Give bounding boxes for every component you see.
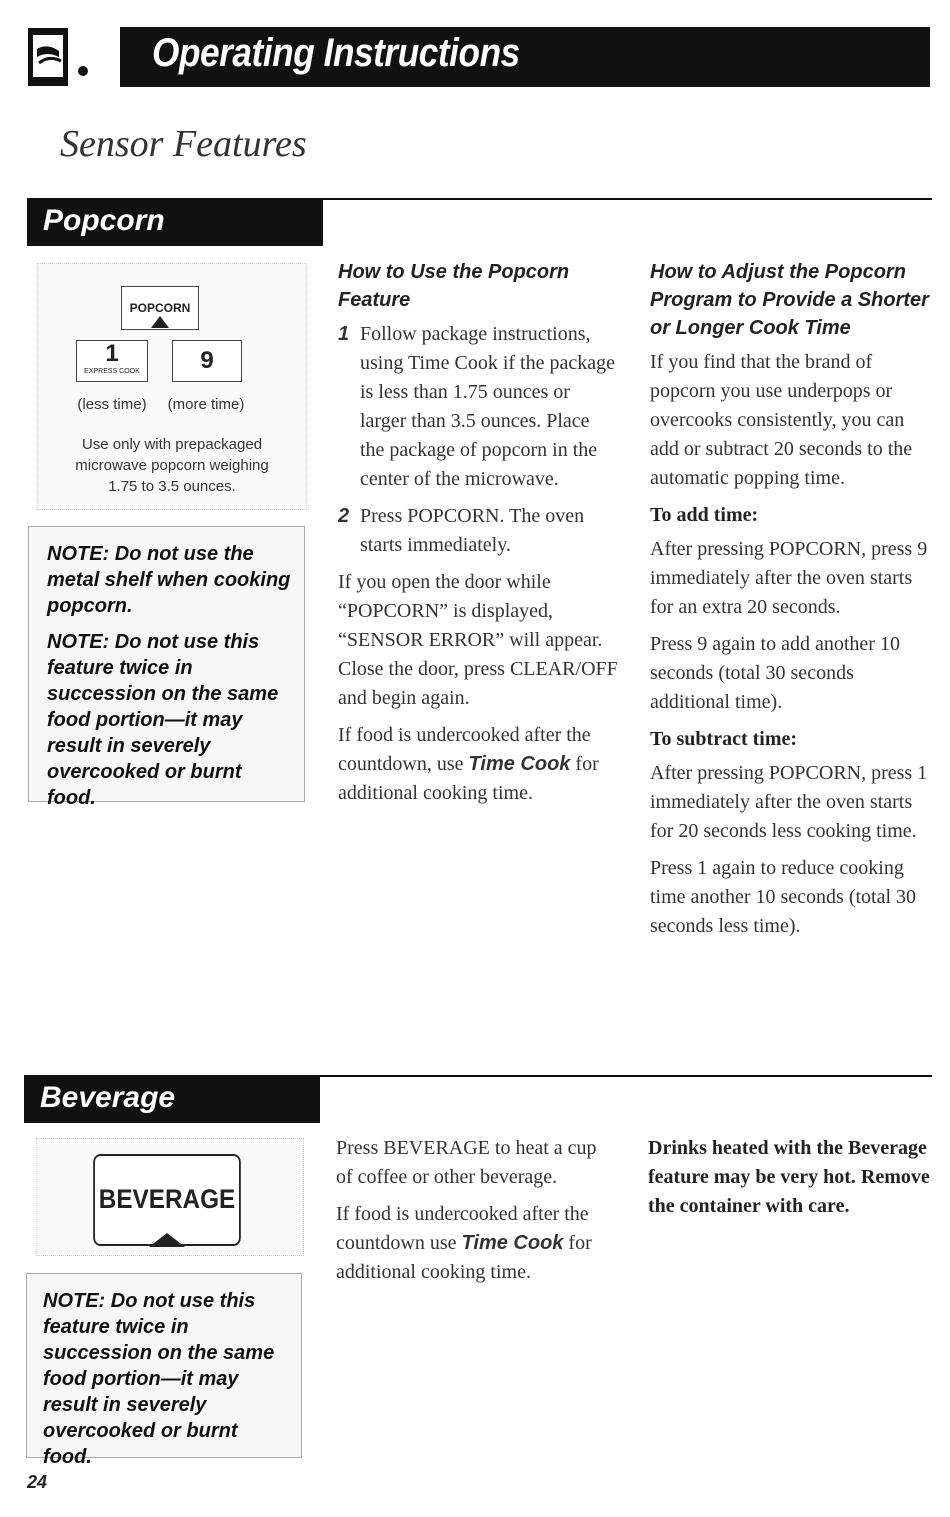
add-time-p1: After pressing POPCORN, press 9 immediately after the oven starts for an extra 20 seconds. bbox=[650, 538, 928, 618]
text-part: If food is undercooked after the countdown use bbox=[336, 1203, 589, 1254]
step-text: Follow package instructions, using Time Cook if the package is less than 1.75 ounces or larger than 3.5 ounces. Place the package of popcorn in the center of the microwave. bbox=[360, 323, 615, 490]
page-title: Operating Instructions bbox=[152, 31, 520, 75]
less-time-label: (less time) bbox=[77, 396, 147, 413]
beverage-p1: Press BEVERAGE to heat a cup of coffee or other beverage. bbox=[336, 1137, 597, 1188]
popcorn-tab: Popcorn bbox=[27, 198, 323, 246]
step-2 bbox=[338, 502, 618, 560]
how-to-use-heading: How to Use the Popcorn Feature bbox=[338, 261, 570, 311]
popcorn-adjust bbox=[650, 258, 932, 949]
page-number: 24 bbox=[27, 1472, 48, 1492]
key-1-sublabel: EXPRESS COOK bbox=[84, 368, 140, 375]
sensor-error-paragraph: If you open the door while “POPCORN” is displayed, “SENSOR ERROR” will appear. Close the door, press CLEAR/OFF and begin again. bbox=[338, 571, 618, 709]
adjust-intro: If you find that the brand of popcorn you use underpops or overcooks consistently, you can add or subtract 20 seconds to the automatic popping time. bbox=[650, 351, 913, 489]
adjust-heading: How to Adjust the Popcorn Program to Provide a Shorter or Longer Cook Time bbox=[650, 261, 929, 339]
key-9: 9 bbox=[172, 340, 242, 382]
popcorn-keypad-graphic bbox=[37, 263, 307, 510]
beverage-warning bbox=[648, 1134, 932, 1221]
popcorn-note-succession: NOTE: Do not use this feature twice in succession on the same food portion—it may result in severely overcooked or burnt food. bbox=[47, 631, 279, 809]
caption-line: microwave popcorn weighing bbox=[75, 457, 269, 474]
popcorn-note-box bbox=[28, 526, 305, 809]
step-number: 1 bbox=[338, 323, 350, 345]
add-time-p2: Press 9 again to add another 10 seconds (total 30 seconds additional time). bbox=[650, 633, 900, 713]
beverage-warning-text: Drinks heated with the Beverage feature may be very hot. Remove the container with care. bbox=[648, 1137, 930, 1217]
text-part: If food is undercooked after the countdown, use bbox=[338, 724, 591, 775]
undercooked-paragraph bbox=[338, 721, 618, 808]
popcorn-caption bbox=[38, 434, 306, 497]
popcorn-note-shelf: NOTE: Do not use the metal shelf when cooking popcorn. bbox=[47, 543, 291, 617]
key-1-number: 1 bbox=[105, 340, 119, 367]
popcorn-key: POPCORN bbox=[121, 286, 199, 330]
beverage-tab: Beverage bbox=[24, 1075, 320, 1123]
popcorn-how-to-use bbox=[338, 258, 618, 816]
beverage-p2 bbox=[336, 1200, 616, 1287]
microwave-finger-icon bbox=[27, 27, 89, 87]
caption-line: 1.75 to 3.5 ounces. bbox=[108, 478, 236, 495]
beverage-key: BEVERAGE bbox=[93, 1154, 241, 1246]
more-time-label: (more time) bbox=[167, 396, 245, 413]
section-subtitle: Sensor Features bbox=[60, 123, 307, 165]
pointer-arrow-icon bbox=[149, 1233, 185, 1247]
caption-line: Use only with prepackaged bbox=[81, 436, 263, 453]
beverage-key-graphic bbox=[36, 1138, 304, 1256]
beverage-note: NOTE: Do not use this feature twice in succession on the same food portion—it may result in severely overcooked or burnt food. bbox=[43, 1290, 275, 1468]
beverage-instructions bbox=[336, 1134, 616, 1295]
text-part: for additional cooking time. bbox=[338, 753, 599, 804]
step-text: Press POPCORN. The oven starts immediately. bbox=[360, 505, 585, 556]
text-part: for additional cooking time. bbox=[336, 1232, 592, 1283]
step-number: 2 bbox=[338, 505, 350, 527]
time-cook-emphasis: Time Cook bbox=[461, 1232, 564, 1254]
step-1 bbox=[338, 320, 618, 494]
beverage-note-box bbox=[26, 1273, 302, 1468]
subtract-time-p2: Press 1 again to reduce cooking time another 10 seconds (total 30 seconds less time). bbox=[650, 857, 917, 937]
express-cook-key-1 bbox=[76, 340, 148, 382]
subtract-time-p1: After pressing POPCORN, press 1 immediately after the oven starts for 20 seconds less cooking time. bbox=[650, 762, 928, 842]
subtract-time-heading: To subtract time: bbox=[650, 728, 798, 750]
add-time-heading: To add time: bbox=[650, 504, 759, 526]
pointer-arrow-icon bbox=[151, 316, 169, 328]
time-cook-emphasis: Time Cook bbox=[468, 753, 571, 775]
